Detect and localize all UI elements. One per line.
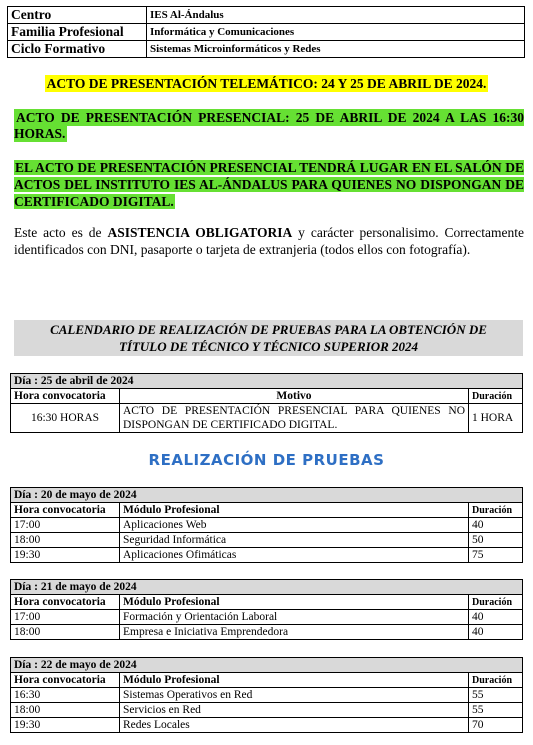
header-modulo: Módulo Profesional (120, 503, 469, 518)
venue-announcement-text: EL ACTO DE PRESENTACIÓN PRESENCIAL TENDRÁ LUGAR EN EL SALÓN DE ACTOS DEL INSTITUTO IES AL-ÁNDALUS PARA QUIENES NO DISPONGAN DE CERTIFICADO DIGITAL. (14, 160, 524, 209)
info-value: IES Al-Ándalus (147, 7, 525, 24)
table-row (11, 548, 523, 563)
calendar-heading-line2: TÍTULO DE TÉCNICO Y TÉCNICO SUPERIOR 2024 (118, 339, 419, 354)
day-label: Día : 20 de mayo de 2024 (11, 488, 523, 503)
telematic-announcement (0, 76, 533, 92)
calendar-heading (14, 320, 523, 356)
table-row (11, 533, 523, 548)
header-motivo: Motivo (120, 389, 469, 404)
day-row (11, 580, 523, 595)
info-label: Familia Profesional (8, 24, 147, 41)
info-row-familia (8, 24, 525, 41)
exam-schedule-table-21-mayo (10, 579, 523, 640)
table-row (11, 625, 523, 640)
day-label: Día : 21 de mayo de 2024 (11, 580, 523, 595)
header-row (11, 595, 523, 610)
cell-modulo: Seguridad Informática (120, 533, 469, 548)
exam-schedule-table-20-mayo (10, 487, 523, 563)
day-row (11, 374, 523, 389)
header-duracion: Duración (469, 673, 523, 688)
cell-duracion: 40 (469, 518, 523, 533)
table-row (11, 703, 523, 718)
cell-modulo: Redes Locales (120, 718, 469, 733)
cell-motivo: ACTO DE PRESENTACIÓN PRESENCIAL PARA QUIENES NO DISPONGAN DE CERTIFICADO DIGITAL. (120, 404, 469, 433)
day-row (11, 658, 523, 673)
cell-hora: 19:30 (11, 718, 120, 733)
info-row-centro (8, 7, 525, 24)
cell-duracion: 1 HORA (469, 404, 523, 433)
header-hora: Hora convocatoria (11, 389, 120, 404)
header-row (11, 503, 523, 518)
header-modulo: Módulo Profesional (120, 595, 469, 610)
info-row-ciclo (8, 41, 525, 58)
cell-duracion: 40 (469, 610, 523, 625)
cell-duracion: 50 (469, 533, 523, 548)
cell-hora: 18:00 (11, 703, 120, 718)
info-value: Sistemas Microinformáticos y Redes (147, 41, 525, 58)
in-person-announcement-text: ACTO DE PRESENTACIÓN PRESENCIAL: 25 DE ABRIL DE 2024 A LAS 16:30 HORAS. (14, 110, 524, 141)
header-duracion: Duración (469, 389, 523, 404)
presentation-schedule-table (10, 373, 523, 433)
cell-hora: 16:30 HORAS (11, 404, 120, 433)
info-label: Ciclo Formativo (8, 41, 147, 58)
table-row (11, 404, 523, 433)
header-row (11, 673, 523, 688)
attendance-text-pre: Este acto es de (14, 225, 108, 240)
exams-section-title: REALIZACIÓN DE PRUEBAS (148, 451, 385, 469)
header-hora: Hora convocatoria (11, 503, 120, 518)
center-info-table (7, 6, 525, 58)
in-person-announcement (14, 110, 524, 142)
header-modulo: Módulo Profesional (120, 673, 469, 688)
cell-hora: 18:00 (11, 625, 120, 640)
info-label: Centro (8, 7, 147, 24)
attendance-text-post: y carácter personalisimo. Correctamente identificados con DNI, pasaporte o tarjeta de extranjeria (todos ellos con fotografía). (14, 225, 524, 257)
table-row (11, 688, 523, 703)
cell-hora: 19:30 (11, 548, 120, 563)
info-value: Informática y Comunicaciones (147, 24, 525, 41)
cell-duracion: 55 (469, 688, 523, 703)
cell-duracion: 75 (469, 548, 523, 563)
day-label: Día : 25 de abril de 2024 (11, 374, 523, 389)
cell-duracion: 55 (469, 703, 523, 718)
cell-hora: 16:30 (11, 688, 120, 703)
cell-hora: 18:00 (11, 533, 120, 548)
header-row (11, 389, 523, 404)
day-label: Día : 22 de mayo de 2024 (11, 658, 523, 673)
cell-hora: 17:00 (11, 610, 120, 625)
header-hora: Hora convocatoria (11, 673, 120, 688)
header-duracion: Duración (469, 595, 523, 610)
cell-modulo: Servicios en Red (120, 703, 469, 718)
cell-duracion: 40 (469, 625, 523, 640)
header-hora: Hora convocatoria (11, 595, 120, 610)
cell-modulo: Formación y Orientación Laboral (120, 610, 469, 625)
cell-modulo: Aplicaciones Ofimáticas (120, 548, 469, 563)
venue-announcement (14, 159, 524, 210)
table-row (11, 610, 523, 625)
day-row (11, 488, 523, 503)
exam-schedule-table-22-mayo (10, 657, 523, 733)
cell-duracion: 70 (469, 718, 523, 733)
header-duracion: Duración (469, 503, 523, 518)
telematic-announcement-text: ACTO DE PRESENTACIÓN TELEMÁTICO: 24 Y 25 DE ABRIL DE 2024. (46, 76, 487, 91)
table-row (11, 518, 523, 533)
table-row (11, 718, 523, 733)
calendar-heading-line1: CALENDARIO DE REALIZACIÓN DE PRUEBAS PARA LA OBTENCIÓN DE (50, 322, 487, 337)
cell-modulo: Sistemas Operativos en Red (120, 688, 469, 703)
cell-hora: 17:00 (11, 518, 120, 533)
cell-modulo: Empresa e Iniciativa Emprendedora (120, 625, 469, 640)
cell-modulo: Aplicaciones Web (120, 518, 469, 533)
attendance-paragraph (14, 225, 524, 258)
attendance-mandatory: ASISTENCIA OBLIGATORIA (107, 225, 293, 240)
